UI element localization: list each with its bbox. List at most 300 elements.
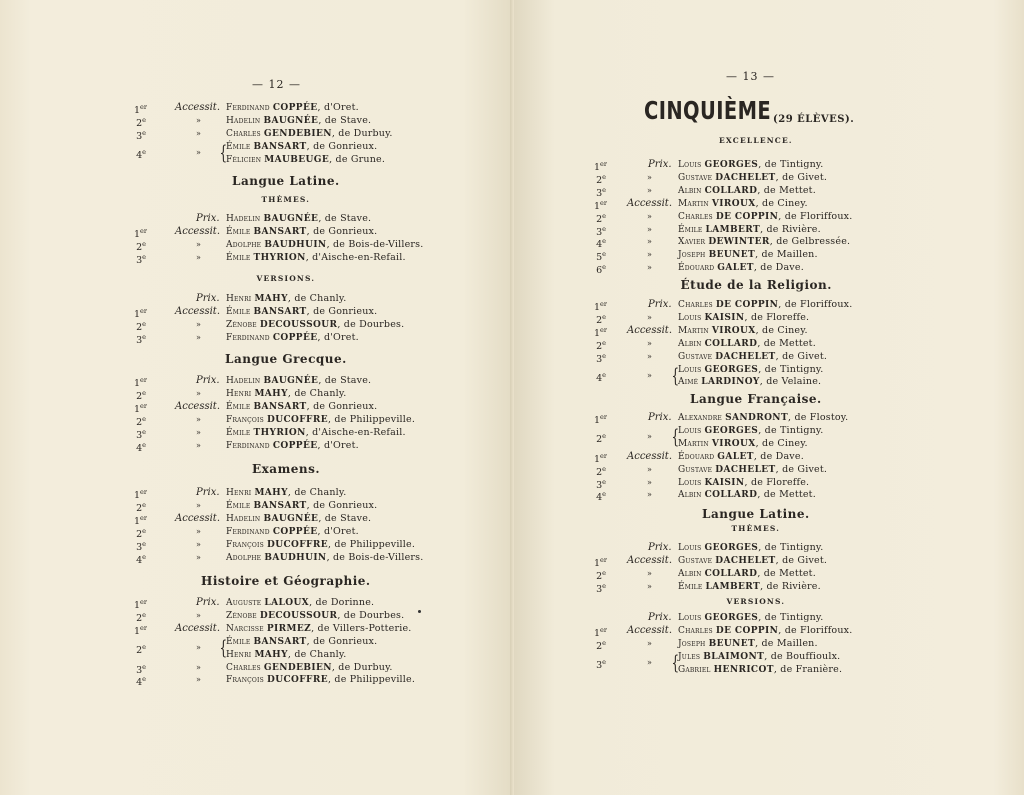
last-name: BANSART	[253, 500, 307, 511]
brace-mark: {	[219, 634, 228, 659]
hometown: , de Dourbes.	[337, 609, 405, 621]
first-name: Charles	[226, 662, 264, 673]
last-name: BAUGNÉE	[263, 214, 319, 224]
ditto-mark: »	[647, 477, 652, 487]
section-heading: Langue Latine.	[232, 174, 340, 188]
ditto-mark: »	[647, 658, 652, 668]
award-entry	[134, 251, 474, 264]
award-entry	[594, 324, 934, 337]
award-entry	[134, 400, 474, 413]
last-name: GEORGES	[704, 160, 759, 170]
ditto-mark: »	[196, 500, 201, 510]
hometown: , de Chanly.	[287, 487, 347, 498]
rank: 3e	[136, 662, 146, 676]
hometown: , de Maillen.	[755, 249, 818, 261]
award-entry	[594, 311, 934, 327]
award-entry	[134, 331, 474, 344]
student-name	[226, 635, 377, 649]
student-name	[678, 611, 823, 625]
first-name: Émile	[226, 226, 254, 237]
hometown: , d'Aische-en-Refail.	[305, 426, 406, 438]
last-name: BAUDHUIN	[264, 239, 327, 250]
last-name: GEORGES	[704, 543, 759, 553]
rank: 4e	[136, 148, 146, 162]
student-name	[226, 140, 377, 154]
hometown: , de Dave.	[753, 262, 804, 274]
hometown: , de Flostoy.	[788, 412, 849, 423]
rank: 2e	[596, 638, 606, 652]
ditto-mark: »	[647, 185, 652, 195]
hometown: , de Chanly.	[287, 293, 347, 304]
hometown: , d'Oret.	[317, 525, 359, 537]
rank: 2e	[596, 211, 606, 225]
student-name	[226, 426, 406, 440]
first-name: Alexandre	[678, 413, 726, 423]
hometown: , de Villers-Potterie.	[311, 622, 412, 634]
first-name: François	[226, 539, 267, 550]
last-name: COLLARD	[704, 185, 758, 196]
ditto-mark: »	[196, 319, 201, 329]
student-name	[678, 210, 852, 224]
first-name: Hadelin	[226, 214, 264, 224]
student-name	[226, 331, 359, 345]
last-name: BEUNET	[708, 250, 756, 261]
rank: 2e	[136, 526, 146, 540]
student-name	[226, 400, 377, 414]
right-page	[514, 0, 1024, 795]
brace-mark: {	[671, 423, 680, 448]
first-name: Henri	[226, 649, 255, 660]
award-entry	[594, 411, 934, 427]
last-name: BLAIMONT	[703, 651, 765, 662]
last-name: GALET	[717, 451, 754, 462]
page-number: — 13 —	[726, 70, 775, 83]
last-name: DUCOFFRE	[267, 414, 328, 425]
student-name	[678, 567, 816, 581]
hometown: , de Tintigny.	[758, 542, 824, 553]
award-entry	[134, 387, 474, 403]
rank: 2e	[596, 338, 606, 352]
first-name: Albin	[678, 338, 705, 349]
last-name: COLLARD	[704, 568, 758, 579]
award-entry	[134, 538, 474, 551]
rank: 2e	[136, 115, 146, 130]
last-name: THYRION	[253, 252, 306, 263]
hometown: , de Gonrieux.	[306, 635, 378, 647]
rank: 2e	[596, 172, 606, 187]
student-name	[678, 158, 823, 172]
award-entry	[134, 635, 474, 661]
rank: 3e	[596, 351, 606, 365]
award-entry	[594, 580, 934, 593]
ditto-mark: »	[647, 237, 652, 247]
hometown: , d'Oret.	[317, 102, 359, 113]
rank: 1er	[134, 513, 148, 527]
rank: 2e	[136, 239, 146, 253]
last-name: DACHELET	[715, 172, 776, 183]
student-name	[678, 298, 852, 312]
rank: 1er	[594, 451, 608, 465]
first-name: Émile	[226, 427, 254, 438]
award-label: Accessit.	[175, 102, 220, 113]
section-subheading: THÈMES.	[261, 195, 311, 204]
award-label: Accessit.	[627, 554, 672, 566]
first-name: Henri	[226, 294, 255, 304]
hometown: , de Gonrieux.	[306, 225, 378, 237]
first-name: Gabriel	[678, 664, 714, 675]
last-name: VIROUX	[711, 325, 756, 336]
rank: 3e	[596, 185, 606, 199]
ditto-mark: »	[647, 581, 652, 591]
first-name: Joseph	[678, 250, 709, 261]
first-name: Aimé	[678, 377, 702, 388]
ditto-mark: »	[647, 351, 652, 361]
rank: 2e	[136, 500, 146, 515]
award-entry	[594, 363, 934, 389]
rank: 3e	[136, 427, 146, 441]
rank: 2e	[596, 464, 606, 478]
student-name	[226, 292, 346, 306]
hometown: , de Ciney.	[755, 324, 808, 336]
first-name: Adolphe	[226, 239, 265, 250]
hometown: , de Gonrieux.	[306, 305, 378, 317]
award-entry	[594, 223, 934, 236]
award-label: Prix.	[196, 213, 220, 224]
award-entry	[594, 261, 934, 277]
student-name	[678, 488, 816, 502]
first-name: Narcisse	[226, 623, 267, 634]
award-label: Accessit.	[627, 324, 672, 336]
rank: 3e	[596, 477, 606, 491]
section-heading: Histoire et Géographie.	[201, 574, 371, 588]
rank: 1er	[594, 160, 608, 174]
first-name: Hadelin	[226, 513, 264, 524]
award-entry	[594, 350, 934, 363]
last-name: COPPÉE	[272, 332, 318, 343]
section-heading: Langue Grecque.	[225, 352, 347, 366]
last-name: HENRICOT	[713, 664, 774, 675]
hometown: , d'Aische-en-Refail.	[305, 251, 406, 263]
rank: 2e	[596, 568, 606, 582]
award-label: Accessit.	[175, 622, 220, 634]
ditto-mark: »	[196, 526, 201, 536]
award-label: Accessit.	[175, 225, 220, 237]
last-name: COPPÉE	[272, 440, 318, 451]
student-name	[226, 225, 377, 239]
last-name: BANSART	[253, 141, 307, 152]
student-name	[226, 499, 377, 513]
student-name	[226, 439, 359, 453]
student-name	[226, 525, 359, 539]
award-entry	[134, 140, 474, 166]
ditto-mark: »	[196, 610, 201, 620]
rank: 1er	[594, 555, 608, 570]
last-name: BEUNET	[708, 638, 756, 649]
award-entry	[594, 624, 934, 640]
first-name: Émile	[226, 141, 254, 152]
student-name	[226, 212, 371, 226]
student-name	[226, 374, 371, 388]
award-entry	[134, 486, 474, 502]
first-name: Émile	[226, 636, 254, 647]
last-name: MAHY	[254, 294, 288, 304]
last-name: COLLARD	[704, 338, 758, 349]
first-name: Zénobe	[226, 610, 260, 621]
award-label: Accessit.	[175, 512, 220, 524]
rank: 3e	[596, 224, 606, 238]
first-name: Charles	[678, 300, 716, 310]
award-label: Prix.	[648, 412, 672, 423]
last-name: KAISIN	[704, 312, 745, 323]
award-entry	[594, 424, 934, 450]
last-name: DEWINTER	[708, 237, 770, 248]
award-entry	[134, 551, 474, 564]
hometown: , de Stave.	[318, 375, 372, 386]
award-entry	[134, 673, 474, 689]
rank: 1er	[134, 401, 148, 415]
student-name	[678, 554, 827, 568]
first-name: Martin	[678, 438, 712, 449]
first-name: Hadelin	[226, 376, 264, 386]
ditto-mark: »	[647, 338, 652, 348]
student-name	[678, 541, 823, 555]
rank: 1er	[134, 306, 148, 321]
hometown: , de Tintigny.	[758, 159, 824, 170]
ditto-mark: »	[196, 662, 201, 672]
last-name: MAHY	[254, 488, 288, 498]
hometown: , de Givet.	[775, 463, 828, 475]
section-heading: Langue Latine.	[702, 507, 810, 521]
last-name: DACHELET	[715, 351, 776, 362]
student-name	[226, 413, 415, 427]
award-entry	[594, 567, 934, 580]
hometown: , de Floreffe.	[744, 311, 810, 323]
award-entry	[594, 298, 934, 314]
award-entry	[594, 611, 934, 624]
ditto-mark: »	[196, 115, 201, 125]
last-name: DE COPPIN	[715, 300, 779, 310]
award-entry	[134, 114, 474, 130]
section-subheading: VERSIONS.	[726, 597, 786, 606]
award-entry	[134, 374, 474, 390]
student-name	[678, 197, 808, 211]
last-name: GALET	[717, 263, 754, 274]
rank: 4e	[596, 370, 606, 385]
ditto-mark: »	[196, 643, 201, 653]
first-name: Jules	[678, 651, 704, 662]
first-name: Charles	[678, 211, 716, 222]
section-heading: Examens.	[252, 462, 321, 476]
student-name	[226, 127, 393, 141]
first-name: Ferdinand	[226, 440, 273, 451]
first-name: Martin	[678, 325, 712, 336]
hometown: , de Mettet.	[757, 184, 816, 196]
award-entry	[134, 622, 474, 635]
student-name	[226, 114, 371, 128]
hometown: , de Dourbes.	[337, 318, 405, 330]
hometown: , de Ciney.	[755, 437, 808, 449]
rank: 4e	[136, 440, 146, 454]
award-entry	[134, 525, 474, 538]
first-name: Albin	[678, 185, 705, 196]
student-name	[678, 223, 821, 237]
award-entry	[134, 318, 474, 331]
ditto-mark: »	[196, 427, 201, 437]
award-entry	[594, 235, 934, 251]
first-name: Émile	[226, 252, 254, 263]
hometown: , de Rivière.	[760, 223, 821, 235]
rank: 2e	[596, 312, 606, 327]
award-entry	[594, 554, 934, 570]
award-label: Prix.	[196, 487, 220, 498]
last-name: COPPÉE	[272, 526, 318, 537]
first-name: Adolphe	[226, 552, 265, 563]
award-entry	[134, 305, 474, 321]
first-name: Henri	[226, 388, 255, 399]
hometown: , de Stave.	[318, 213, 372, 224]
award-entry	[594, 171, 934, 187]
student-name	[678, 261, 804, 275]
hometown: , de Philippeville.	[327, 413, 416, 425]
rank: 1er	[594, 325, 608, 339]
first-name: Émile	[678, 581, 706, 592]
student-name	[226, 596, 374, 610]
award-entry	[134, 127, 474, 140]
rank: 1er	[594, 625, 608, 640]
first-name: Martin	[678, 198, 712, 209]
rank: 4e	[136, 552, 146, 566]
hometown: , de Floriffoux.	[778, 210, 853, 222]
award-entry	[134, 292, 474, 305]
first-name: Édouard	[678, 451, 718, 462]
first-name: Louis	[678, 613, 705, 623]
ink-speck	[418, 610, 421, 613]
ditto-mark: »	[647, 211, 652, 221]
student-name	[678, 363, 823, 377]
last-name: VIROUX	[711, 198, 756, 209]
first-name: Ferdinand	[226, 103, 273, 113]
award-label: Accessit.	[175, 305, 220, 317]
first-name: Émile	[226, 500, 254, 511]
rank: 1er	[594, 413, 608, 427]
student-name	[678, 235, 850, 249]
hometown: , de Gonrieux.	[306, 499, 378, 511]
first-name: Xavier	[678, 237, 709, 248]
hometown: , d'Oret.	[317, 331, 359, 343]
rank: 1er	[134, 226, 148, 241]
hometown: , d'Oret.	[317, 439, 359, 451]
last-name: GEORGES	[704, 364, 759, 375]
last-name: LALOUX	[264, 598, 310, 608]
student-name	[678, 375, 821, 389]
hometown: , de Tintigny.	[758, 424, 824, 436]
last-name: MAHY	[254, 649, 288, 660]
student-name	[226, 673, 415, 687]
student-name	[678, 463, 827, 477]
student-name	[226, 318, 404, 332]
hometown: , de Durbuy.	[331, 127, 393, 139]
student-name	[226, 153, 385, 167]
first-name: Charles	[226, 128, 264, 139]
section-subheading: VERSIONS.	[256, 274, 316, 283]
ditto-mark: »	[647, 432, 652, 442]
hometown: , de Stave.	[318, 114, 372, 126]
last-name: BANSART	[253, 401, 307, 412]
award-label: Accessit.	[175, 400, 220, 412]
rank: 1er	[134, 103, 148, 117]
last-name: LARDINOY	[701, 377, 760, 388]
award-entry	[134, 426, 474, 439]
ditto-mark: »	[196, 539, 201, 549]
student-name	[226, 305, 377, 319]
hometown: , de Velaine.	[759, 376, 822, 388]
student-name	[678, 311, 809, 325]
student-name	[678, 580, 821, 594]
ditto-mark: »	[647, 250, 652, 260]
first-name: Gustave	[678, 172, 716, 183]
first-name: Ferdinand	[226, 526, 273, 537]
hometown: , de Grune.	[329, 153, 386, 165]
first-name: Louis	[678, 477, 705, 488]
last-name: LAMBERT	[705, 224, 761, 235]
last-name: GENDEBIEN	[263, 662, 332, 673]
student-name	[678, 624, 852, 638]
rank: 2e	[136, 610, 146, 625]
first-name: Joseph	[678, 638, 709, 649]
hometown: , de Durbuy.	[331, 661, 393, 673]
award-entry	[134, 212, 474, 225]
hometown: , de Floreffe.	[744, 476, 810, 488]
first-name: Louis	[678, 543, 705, 553]
ditto-mark: »	[196, 675, 201, 685]
first-name: Émile	[678, 224, 706, 235]
ditto-mark: »	[196, 252, 201, 262]
hometown: , de Floriffoux.	[778, 624, 853, 636]
student-name	[678, 450, 804, 464]
hometown: , de Givet.	[775, 350, 828, 362]
last-name: COPPÉE	[272, 103, 318, 113]
student-name	[678, 650, 840, 664]
hometown: , de Philippeville.	[327, 538, 416, 550]
award-label: Accessit.	[627, 197, 672, 209]
section-subheading: THÈMES.	[731, 524, 781, 533]
award-label: Prix.	[196, 597, 220, 608]
rank: 4e	[596, 237, 606, 251]
award-label: Prix.	[648, 612, 672, 623]
last-name: GENDEBIEN	[263, 128, 332, 139]
award-entry	[594, 637, 934, 650]
first-name: Gustave	[678, 351, 716, 362]
last-name: GEORGES	[704, 613, 759, 623]
rank: 1er	[594, 300, 608, 314]
ditto-mark: »	[647, 224, 652, 234]
award-entry	[594, 210, 934, 223]
student-name	[678, 424, 823, 438]
award-entry	[594, 337, 934, 350]
student-name	[226, 661, 393, 675]
student-name	[678, 437, 808, 451]
last-name: BAUGNÉE	[263, 513, 319, 524]
last-name: VIROUX	[711, 438, 756, 449]
ditto-mark: »	[196, 414, 201, 424]
award-entry	[594, 158, 934, 174]
first-name: Albin	[678, 568, 705, 579]
last-name: BAUGNÉE	[263, 115, 319, 126]
hometown: , de Maillen.	[755, 637, 818, 649]
award-label: Accessit.	[627, 450, 672, 462]
ditto-mark: »	[647, 172, 652, 182]
first-name: Louis	[678, 160, 705, 170]
